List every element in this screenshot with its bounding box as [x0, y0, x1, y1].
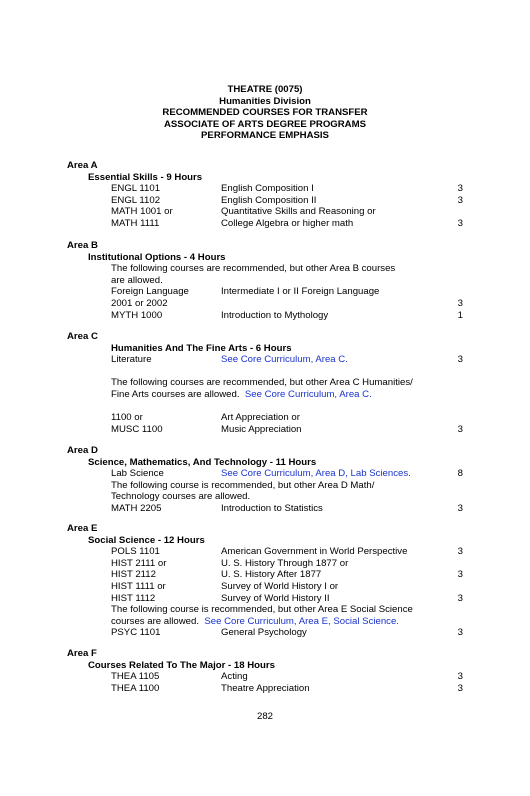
course-code: Foreign Language [111, 286, 189, 298]
core-curriculum-link[interactable]: See Core Curriculum, Area C. [244, 388, 372, 400]
course-title: English Composition I [221, 183, 314, 195]
course-hours: 3 [457, 297, 463, 309]
course-code: 2001 or 2002 [111, 297, 168, 309]
area-c-note-line-2 [111, 389, 451, 401]
area-b-title: Area B [67, 240, 98, 251]
course-code: HIST 1112 [111, 592, 156, 604]
course-row [67, 503, 467, 515]
course-row [67, 206, 467, 218]
course-hours: 8 [457, 468, 463, 480]
course-row [67, 558, 467, 570]
course-row [67, 627, 467, 639]
course-row [67, 671, 467, 683]
course-hours: 3 [457, 569, 463, 581]
area-d-title: Area D [67, 445, 98, 456]
course-row [67, 593, 467, 605]
core-curriculum-link[interactable]: See Core Curriculum, Area E, Social Science. [204, 615, 399, 627]
core-curriculum-link[interactable]: See Core Curriculum, Area D, Lab Sciences. [221, 468, 411, 480]
area-e-section [67, 523, 467, 639]
area-a-section [67, 160, 467, 230]
course-code: MYTH 1000 [111, 309, 163, 321]
area-a-title: Area A [67, 160, 98, 171]
area-e-note-line-1: The following course is recommended, but other Area E Social Science [111, 604, 413, 616]
course-code: THEA 1100 [111, 682, 160, 694]
area-d-section [67, 445, 467, 515]
area-c-section [67, 331, 467, 435]
course-title: Intermediate I or II Foreign Language [221, 286, 380, 298]
course-hours: 3 [457, 671, 463, 683]
course-title: Introduction to Mythology [221, 309, 329, 321]
course-hours: 3 [457, 546, 463, 558]
course-row [67, 354, 467, 366]
course-hours: 1 [457, 309, 463, 321]
area-f-section [67, 648, 467, 694]
course-title: Quantitative Skills and Reasoning or [221, 206, 376, 218]
course-code: HIST 1111 or [111, 580, 166, 592]
course-code: ENGL 1102 [111, 194, 161, 206]
course-title: Acting [221, 671, 248, 683]
course-code: HIST 2112 [111, 569, 156, 581]
course-code: ENGL 1101 [111, 183, 161, 195]
course-title: Music Appreciation [221, 423, 302, 435]
course-title: American Government in World Perspective [221, 546, 408, 558]
course-row [67, 569, 467, 581]
course-title: Theatre Appreciation [221, 682, 310, 694]
area-d-subtitle: Science, Mathematics, And Technology - 11 Hours [88, 456, 317, 468]
course-title: Survey of World History I or [221, 580, 339, 592]
course-code: Literature [111, 354, 152, 366]
course-code: THEA 1105 [111, 671, 160, 683]
course-row [67, 286, 467, 298]
course-code: Lab Science [111, 468, 164, 480]
course-row [67, 195, 467, 207]
course-row [67, 424, 467, 436]
course-title: College Algebra or higher math [221, 217, 354, 229]
course-title: Introduction to Statistics [221, 502, 323, 514]
heading-line-5: PERFORMANCE EMPHASIS [201, 130, 329, 142]
course-row [67, 218, 467, 230]
area-b-subtitle: Institutional Options - 4 Hours [88, 251, 226, 263]
course-row [67, 298, 467, 310]
area-a-subtitle: Essential Skills - 9 Hours [88, 171, 203, 183]
document-header [0, 84, 530, 142]
course-code: PSYC 1101 [111, 627, 161, 639]
area-c-title: Area C [67, 331, 98, 342]
course-row [67, 412, 467, 424]
course-hours: 3 [457, 502, 463, 514]
area-f-subtitle: Courses Related To The Major - 18 Hours [88, 659, 275, 671]
course-hours: 3 [457, 592, 463, 604]
area-e-note-text: courses are allowed. [111, 615, 199, 627]
course-hours: 3 [457, 682, 463, 694]
heading-line-4: ASSOCIATE OF ARTS DEGREE PROGRAMS [163, 118, 367, 130]
core-curriculum-link[interactable]: See Core Curriculum, Area C. [221, 354, 348, 366]
page-number: 282 [256, 711, 273, 722]
area-d-note-line-1: The following course is recommended, but other Area D Math/ [111, 479, 375, 491]
course-code: MATH 1111 [111, 217, 160, 229]
course-hours: 3 [457, 217, 463, 229]
course-hours: 3 [457, 194, 463, 206]
course-code: HIST 2111 or [111, 557, 167, 569]
area-f-title: Area F [67, 648, 97, 659]
course-title: English Composition II [221, 194, 317, 206]
course-row [67, 546, 467, 558]
area-c-note-text: Fine Arts courses are allowed. [111, 388, 240, 400]
course-row [67, 581, 467, 593]
area-d-note-line-2: Technology courses are allowed. [111, 491, 251, 503]
course-title: U. S. History Through 1877 or [221, 557, 349, 569]
course-hours: 3 [457, 183, 463, 195]
area-e-title: Area E [67, 523, 98, 534]
program-title: THEATRE (0075) [227, 84, 303, 95]
course-hours: 3 [457, 423, 463, 435]
course-row [67, 183, 467, 195]
area-e-subtitle: Social Science - 12 Hours [88, 534, 205, 546]
course-code: MUSC 1100 [111, 423, 163, 435]
course-code: 1100 or [111, 412, 143, 424]
heading-line-3: RECOMMENDED COURSES FOR TRANSFER [162, 107, 368, 119]
area-b-section [67, 240, 467, 321]
course-title: General Psychology [221, 627, 307, 639]
course-code: MATH 1001 or [111, 206, 173, 218]
course-hours: 3 [457, 354, 463, 366]
course-row [67, 683, 467, 695]
area-c-subtitle: Humanities And The Fine Arts - 6 Hours [111, 342, 292, 354]
division-title: Humanities Division [219, 95, 311, 107]
area-b-note-line-2: are allowed. [111, 274, 163, 286]
area-e-note-line-2 [111, 616, 451, 628]
course-title: Survey of World History II [221, 592, 330, 604]
course-code: POLS 1101 [111, 546, 160, 558]
course-hours: 3 [457, 627, 463, 639]
area-b-note-line-1: The following courses are recommended, but other Area B courses [111, 263, 396, 275]
course-code: MATH 2205 [111, 502, 162, 514]
course-row [67, 310, 467, 322]
area-c-note-line-1: The following courses are recommended, but other Area C Humanities/ [111, 377, 413, 389]
course-title: U. S. History After 1877 [221, 569, 322, 581]
course-title: Art Appreciation or [221, 412, 300, 424]
course-row [67, 468, 467, 480]
